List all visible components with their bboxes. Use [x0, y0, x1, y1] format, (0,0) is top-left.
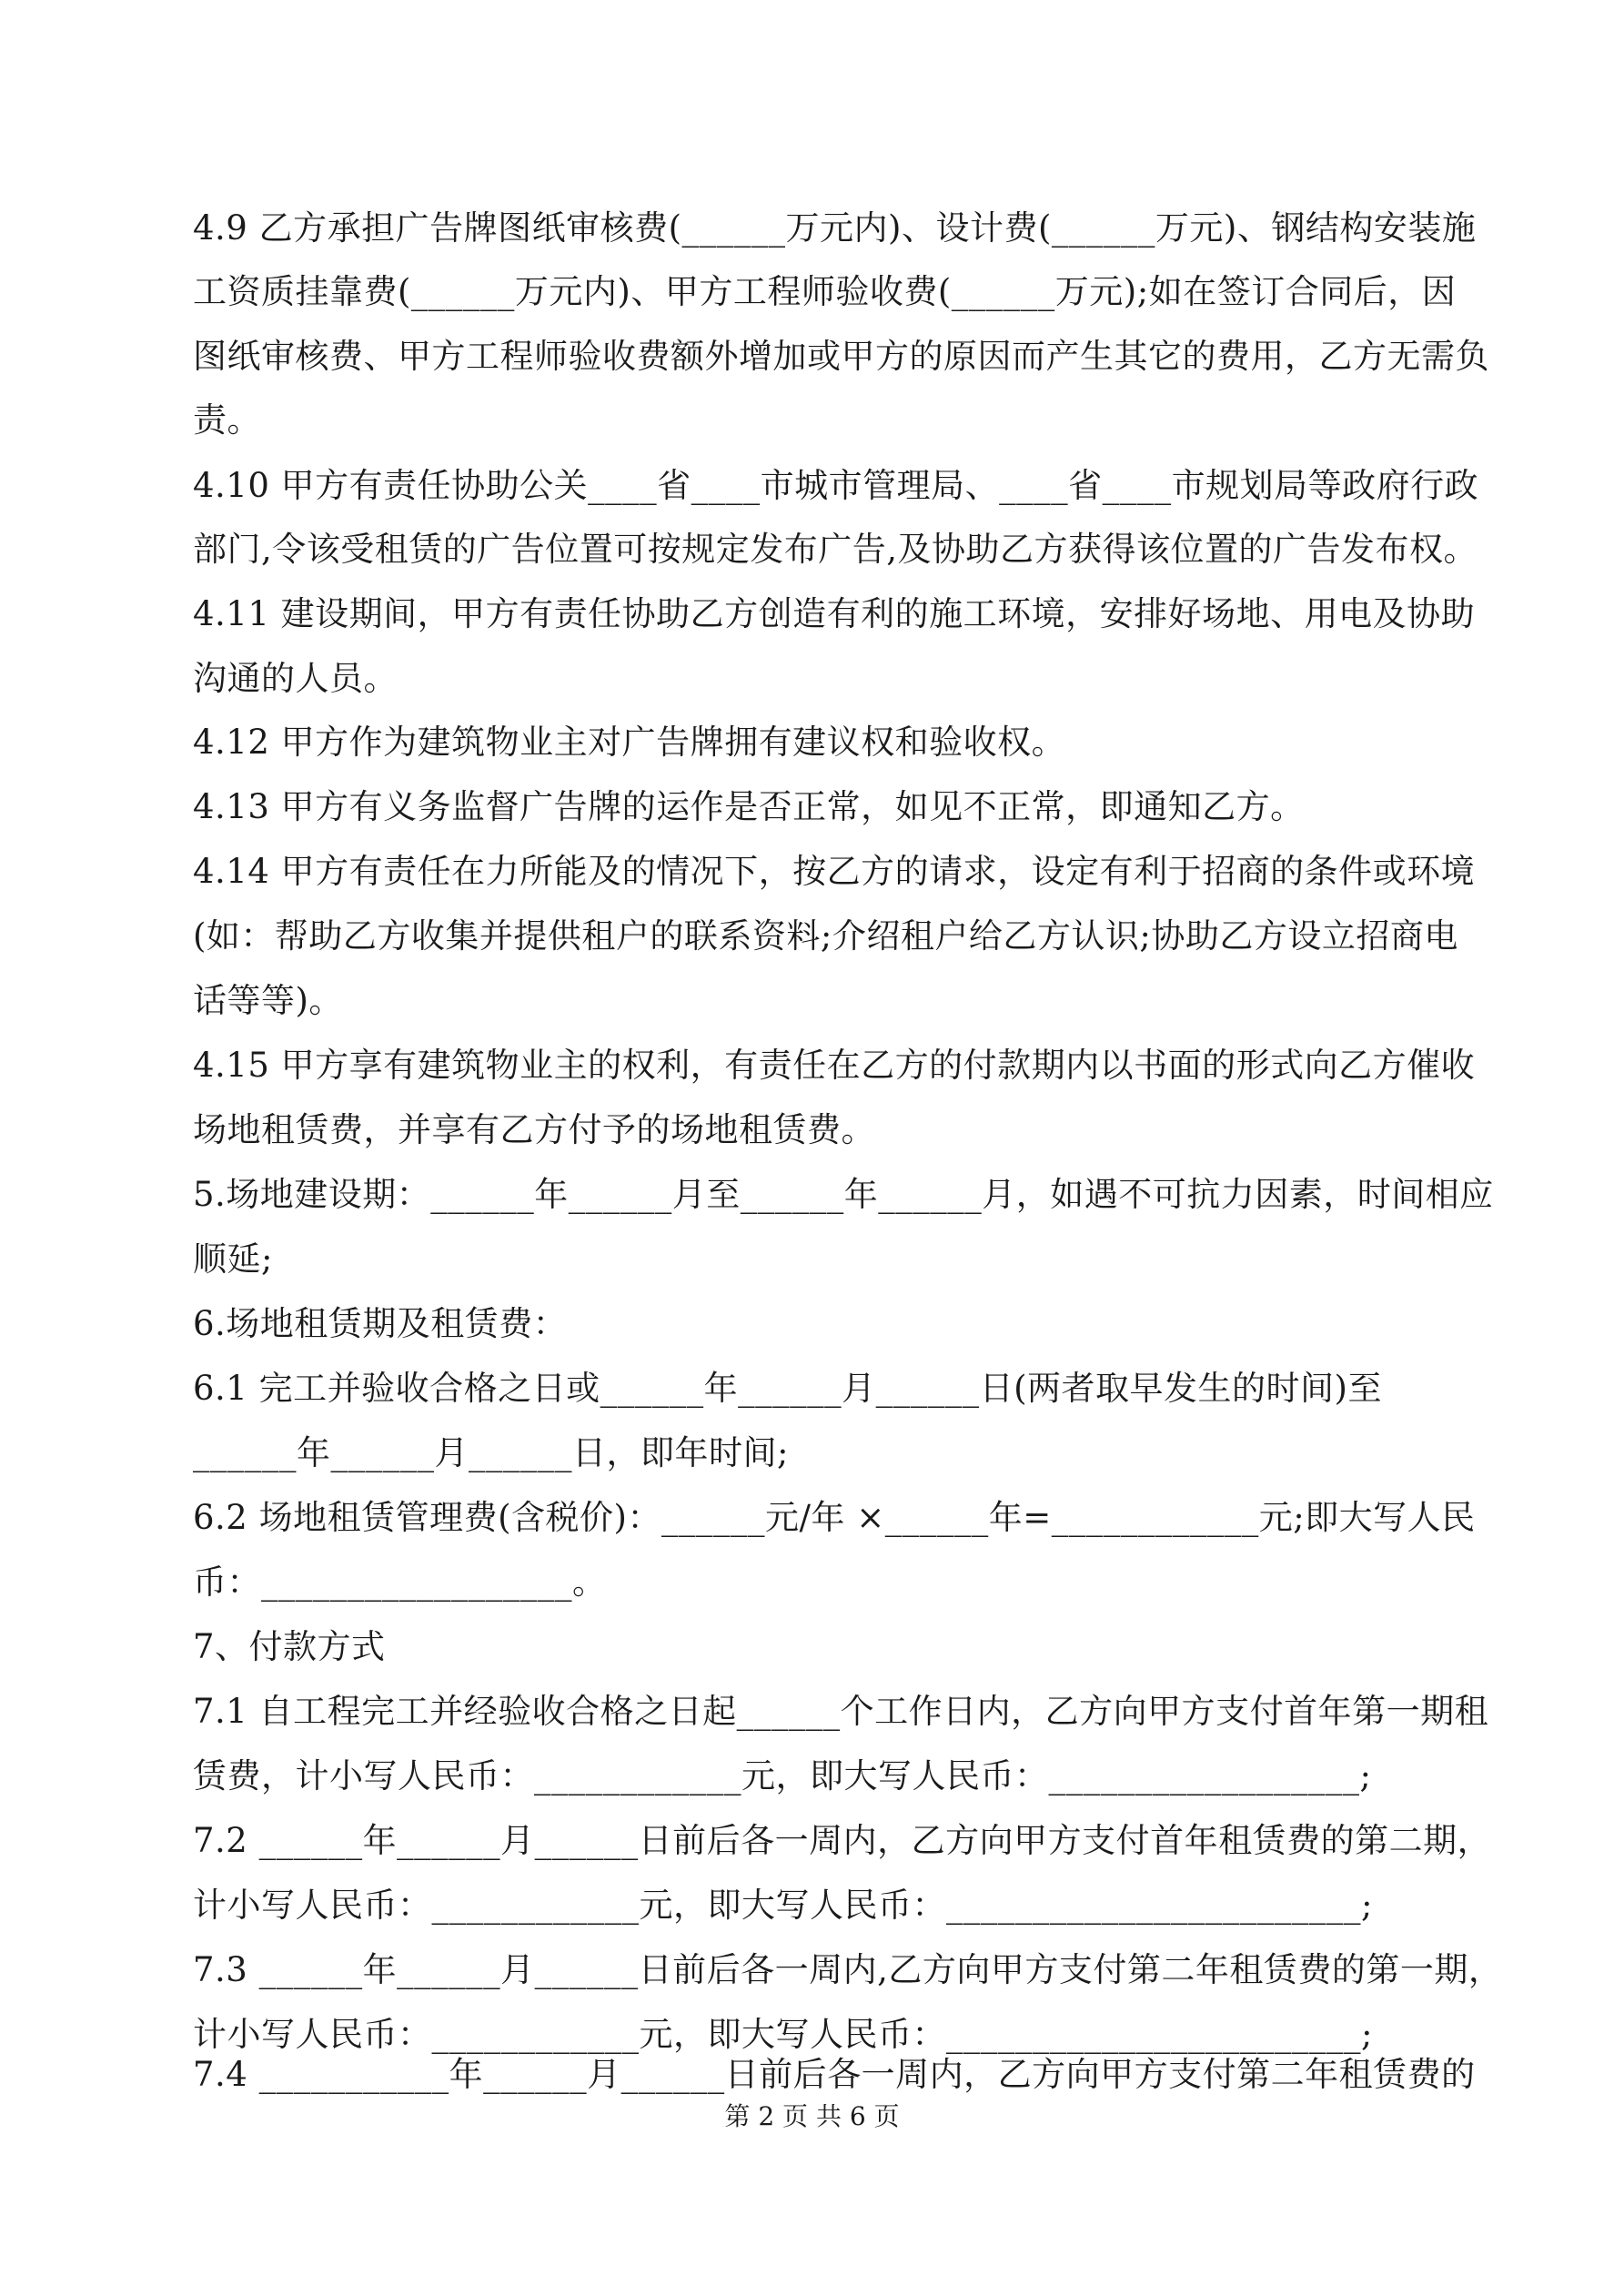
text-line: 7.2 ______年______月______日前后各一周内，乙方向甲方支付首年租赁费的第二期， [193, 1821, 1492, 1860]
text-line: 4.11 建设期间，甲方有责任协助乙方创造有利的施工环境，安排好场地、用电及协助 [193, 594, 1476, 633]
text-line: ______年______月______日，即年时间; [193, 1433, 789, 1472]
text-line: 4.15 甲方享有建筑物业主的权利，有责任在乙方的付款期内以书面的形式向乙方催收 [193, 1046, 1476, 1085]
text-line: 4.14 甲方有责任在力所能及的情况下，按乙方的请求，设定有利于招商的条件或环境 [193, 852, 1476, 891]
text-line: 6.1 完工并验收合格之日或______年______月______日(两者取早发生的时间)至 [193, 1369, 1382, 1408]
text-line: 图纸审核费、甲方工程师验收费额外增加或甲方的原因而产生其它的费用，乙方无需负 [193, 337, 1489, 376]
text-line: 4.12 甲方作为建筑物业主对广告牌拥有建议权和验收权。 [193, 723, 1066, 762]
text-line: 7、付款方式 [193, 1627, 386, 1666]
text-line: 计小写人民币：____________元，即大写人民币：________________________; [193, 1886, 1373, 1925]
text-line: 部门,令该受租赁的广告位置可按规定发布广告,及协助乙方获得该位置的广告发布权。 [193, 530, 1478, 569]
text-line: 6.2 场地租赁管理费(含税价)：______元/年 ×______年=____________元;即大写人民 [193, 1498, 1476, 1537]
text-line: 工资质挂靠费(______万元内)、甲方工程师验收费(______万元);如在签订合同后，因 [193, 272, 1457, 311]
text-line: 4.9 乙方承担广告牌图纸审核费(______万元内)、设计费(______万元)、钢结构安装施 [193, 208, 1477, 248]
text-line: 计小写人民币：____________元，即大写人民币：________________________; [193, 2015, 1373, 2054]
text-line: 7.1 自工程完工并经验收合格之日起______个工作日内，乙方向甲方支付首年第一期租 [193, 1692, 1489, 1731]
text-line: 责。 [193, 400, 261, 440]
text-line: 6.场地租赁期及租赁费： [193, 1304, 568, 1343]
text-line: (如：帮助乙方收集并提供租户的联系资料;介绍租户给乙方认识;协助乙方设立招商电 [193, 916, 1458, 956]
text-line: 沟通的人员。 [193, 659, 398, 698]
text-line: 7.4 ___________年______月______日前后各一周内，乙方向甲方支付第二年租赁费的 [193, 2055, 1476, 2094]
text-line: 4.13 甲方有义务监督广告牌的运作是否正常，如见不正常，即通知乙方。 [193, 787, 1305, 826]
text-line: 5.场地建设期：______年______月至______年______月，如遇不可抗力因素，时间相应 [193, 1175, 1494, 1214]
page-number-footer: 第 2 页 共 6 页 [724, 2101, 900, 2131]
text-line: 话等等)。 [193, 981, 343, 1020]
text-line: 赁费，计小写人民币：____________元，即大写人民币：__________________; [193, 1756, 1372, 1795]
text-line: 场地租赁费，并享有乙方付予的场地租赁费。 [193, 1110, 875, 1149]
text-line: 4.10 甲方有责任协助公关____省____市城市管理局、____省____市规划局等政府行政 [193, 466, 1479, 505]
text-line: 7.3 ______年______月______日前后各一周内,乙方向甲方支付第二年租赁费的第一期， [193, 1950, 1503, 1989]
text-line: 顺延; [193, 1239, 273, 1279]
text-line: 币：__________________。 [193, 1563, 607, 1602]
